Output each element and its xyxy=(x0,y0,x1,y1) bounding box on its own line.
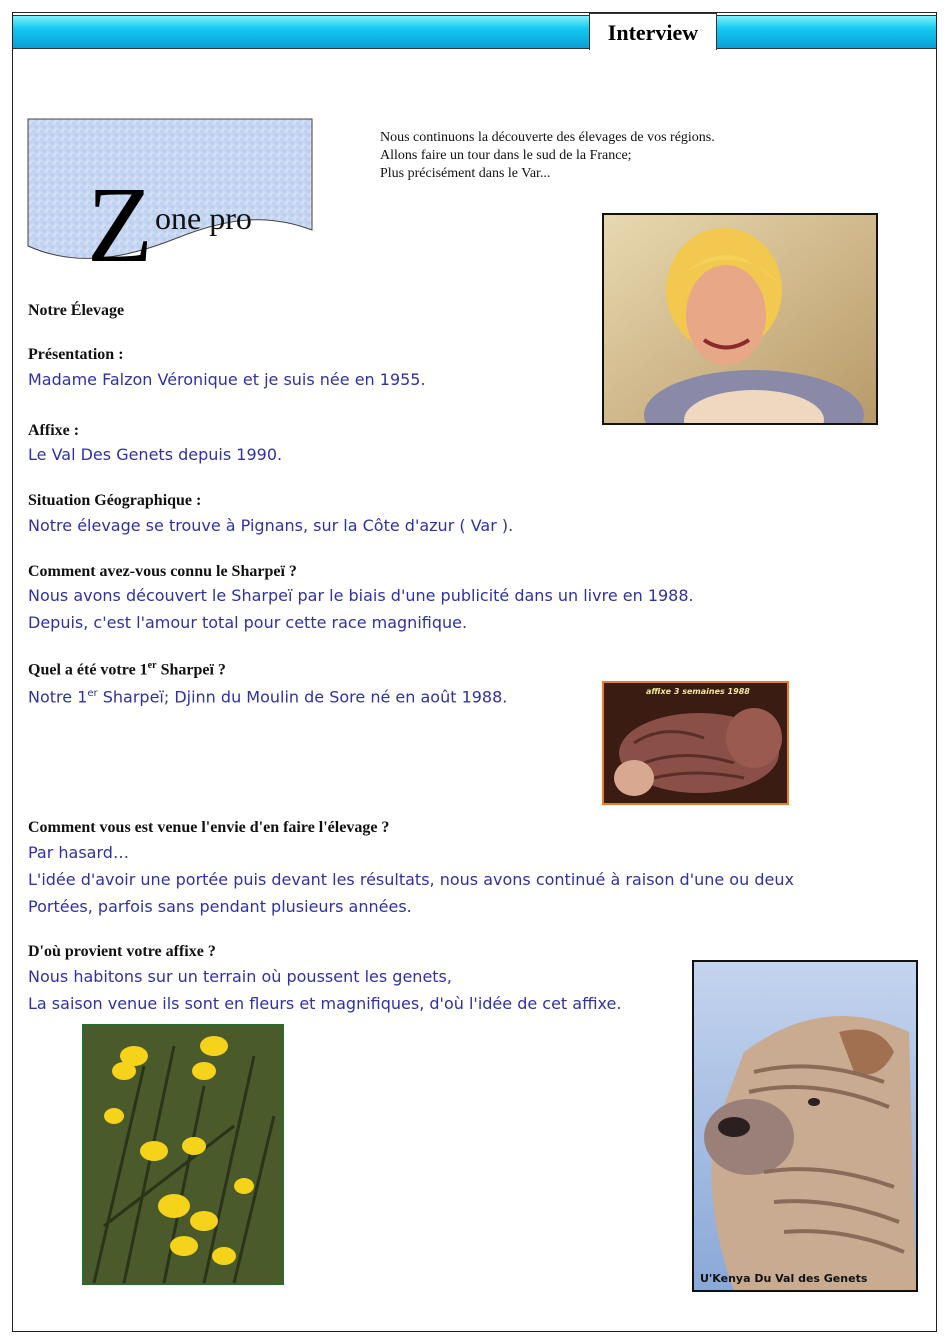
genets-flowers-photo xyxy=(82,1024,284,1285)
question-affixe: Affixe : xyxy=(28,422,80,439)
question-premier: Quel a été votre 1er Sharpeï ? xyxy=(28,660,226,679)
answer-envie-line1: Par hasard… xyxy=(28,843,129,862)
question-situation: Situation Géographique : xyxy=(28,492,202,509)
answer-provient-line2: La saison venue ils sont en fleurs et magnifiques, d'où l'idée de cet affixe. xyxy=(28,994,622,1013)
answer-situation: Notre élevage se trouve à Pignans, sur la Côte d'azur ( Var ). xyxy=(28,516,514,535)
answer-connu-line1: Nous avons découvert le Sharpeï par le biais d'une publicité dans un livre en 1988. xyxy=(28,586,694,605)
question-envie: Comment vous est venue l'envie d'en faire l'élevage ? xyxy=(28,819,390,836)
portrait-photo xyxy=(602,213,878,425)
header-tab-interview: Interview xyxy=(589,13,717,50)
logo-flag-background xyxy=(27,118,313,263)
intro-text xyxy=(380,129,715,183)
header-band-left xyxy=(13,15,589,49)
answer-affixe: Le Val Des Genets depuis 1990. xyxy=(28,445,283,464)
header-band-right xyxy=(717,15,936,49)
answer-provient-line1: Nous habitons sur un terrain où poussent les genets, xyxy=(28,967,452,986)
question-provient: D'où provient votre affixe ? xyxy=(28,943,216,960)
puppy-photo xyxy=(602,681,789,805)
sharpei-dog-photo xyxy=(692,960,918,1292)
question-presentation: Présentation : xyxy=(28,346,124,363)
dog-photo-caption: U'Kenya Du Val des Genets xyxy=(700,1272,868,1285)
answer-premier: Notre 1er Sharpeï; Djinn du Moulin de Sore né en août 1988. xyxy=(28,687,508,707)
answer-envie-line3: Portées, parfois sans pendant plusieurs années. xyxy=(28,897,412,916)
intro-line: Allons faire un tour dans le sud de la France; xyxy=(380,148,632,163)
answer-connu-line2: Depuis, c'est l'amour total pour cette race magnifique. xyxy=(28,613,468,632)
intro-line: Plus précisément dans le Var... xyxy=(380,166,551,181)
answer-presentation: Madame Falzon Véronique et je suis née en 1955. xyxy=(28,370,426,389)
question-connu: Comment avez-vous connu le Sharpeï ? xyxy=(28,563,297,580)
section-title: Notre Élevage xyxy=(28,302,125,319)
zone-pro-logo xyxy=(27,118,313,263)
puppy-photo-caption: affixe 3 semaines 1988 xyxy=(646,687,750,696)
answer-envie-line2: L'idée d'avoir une portée puis devant les résultats, nous avons continué à raison d'une ou deux xyxy=(28,870,794,889)
intro-line: Nous continuons la découverte des élevages de vos régions. xyxy=(380,130,715,145)
